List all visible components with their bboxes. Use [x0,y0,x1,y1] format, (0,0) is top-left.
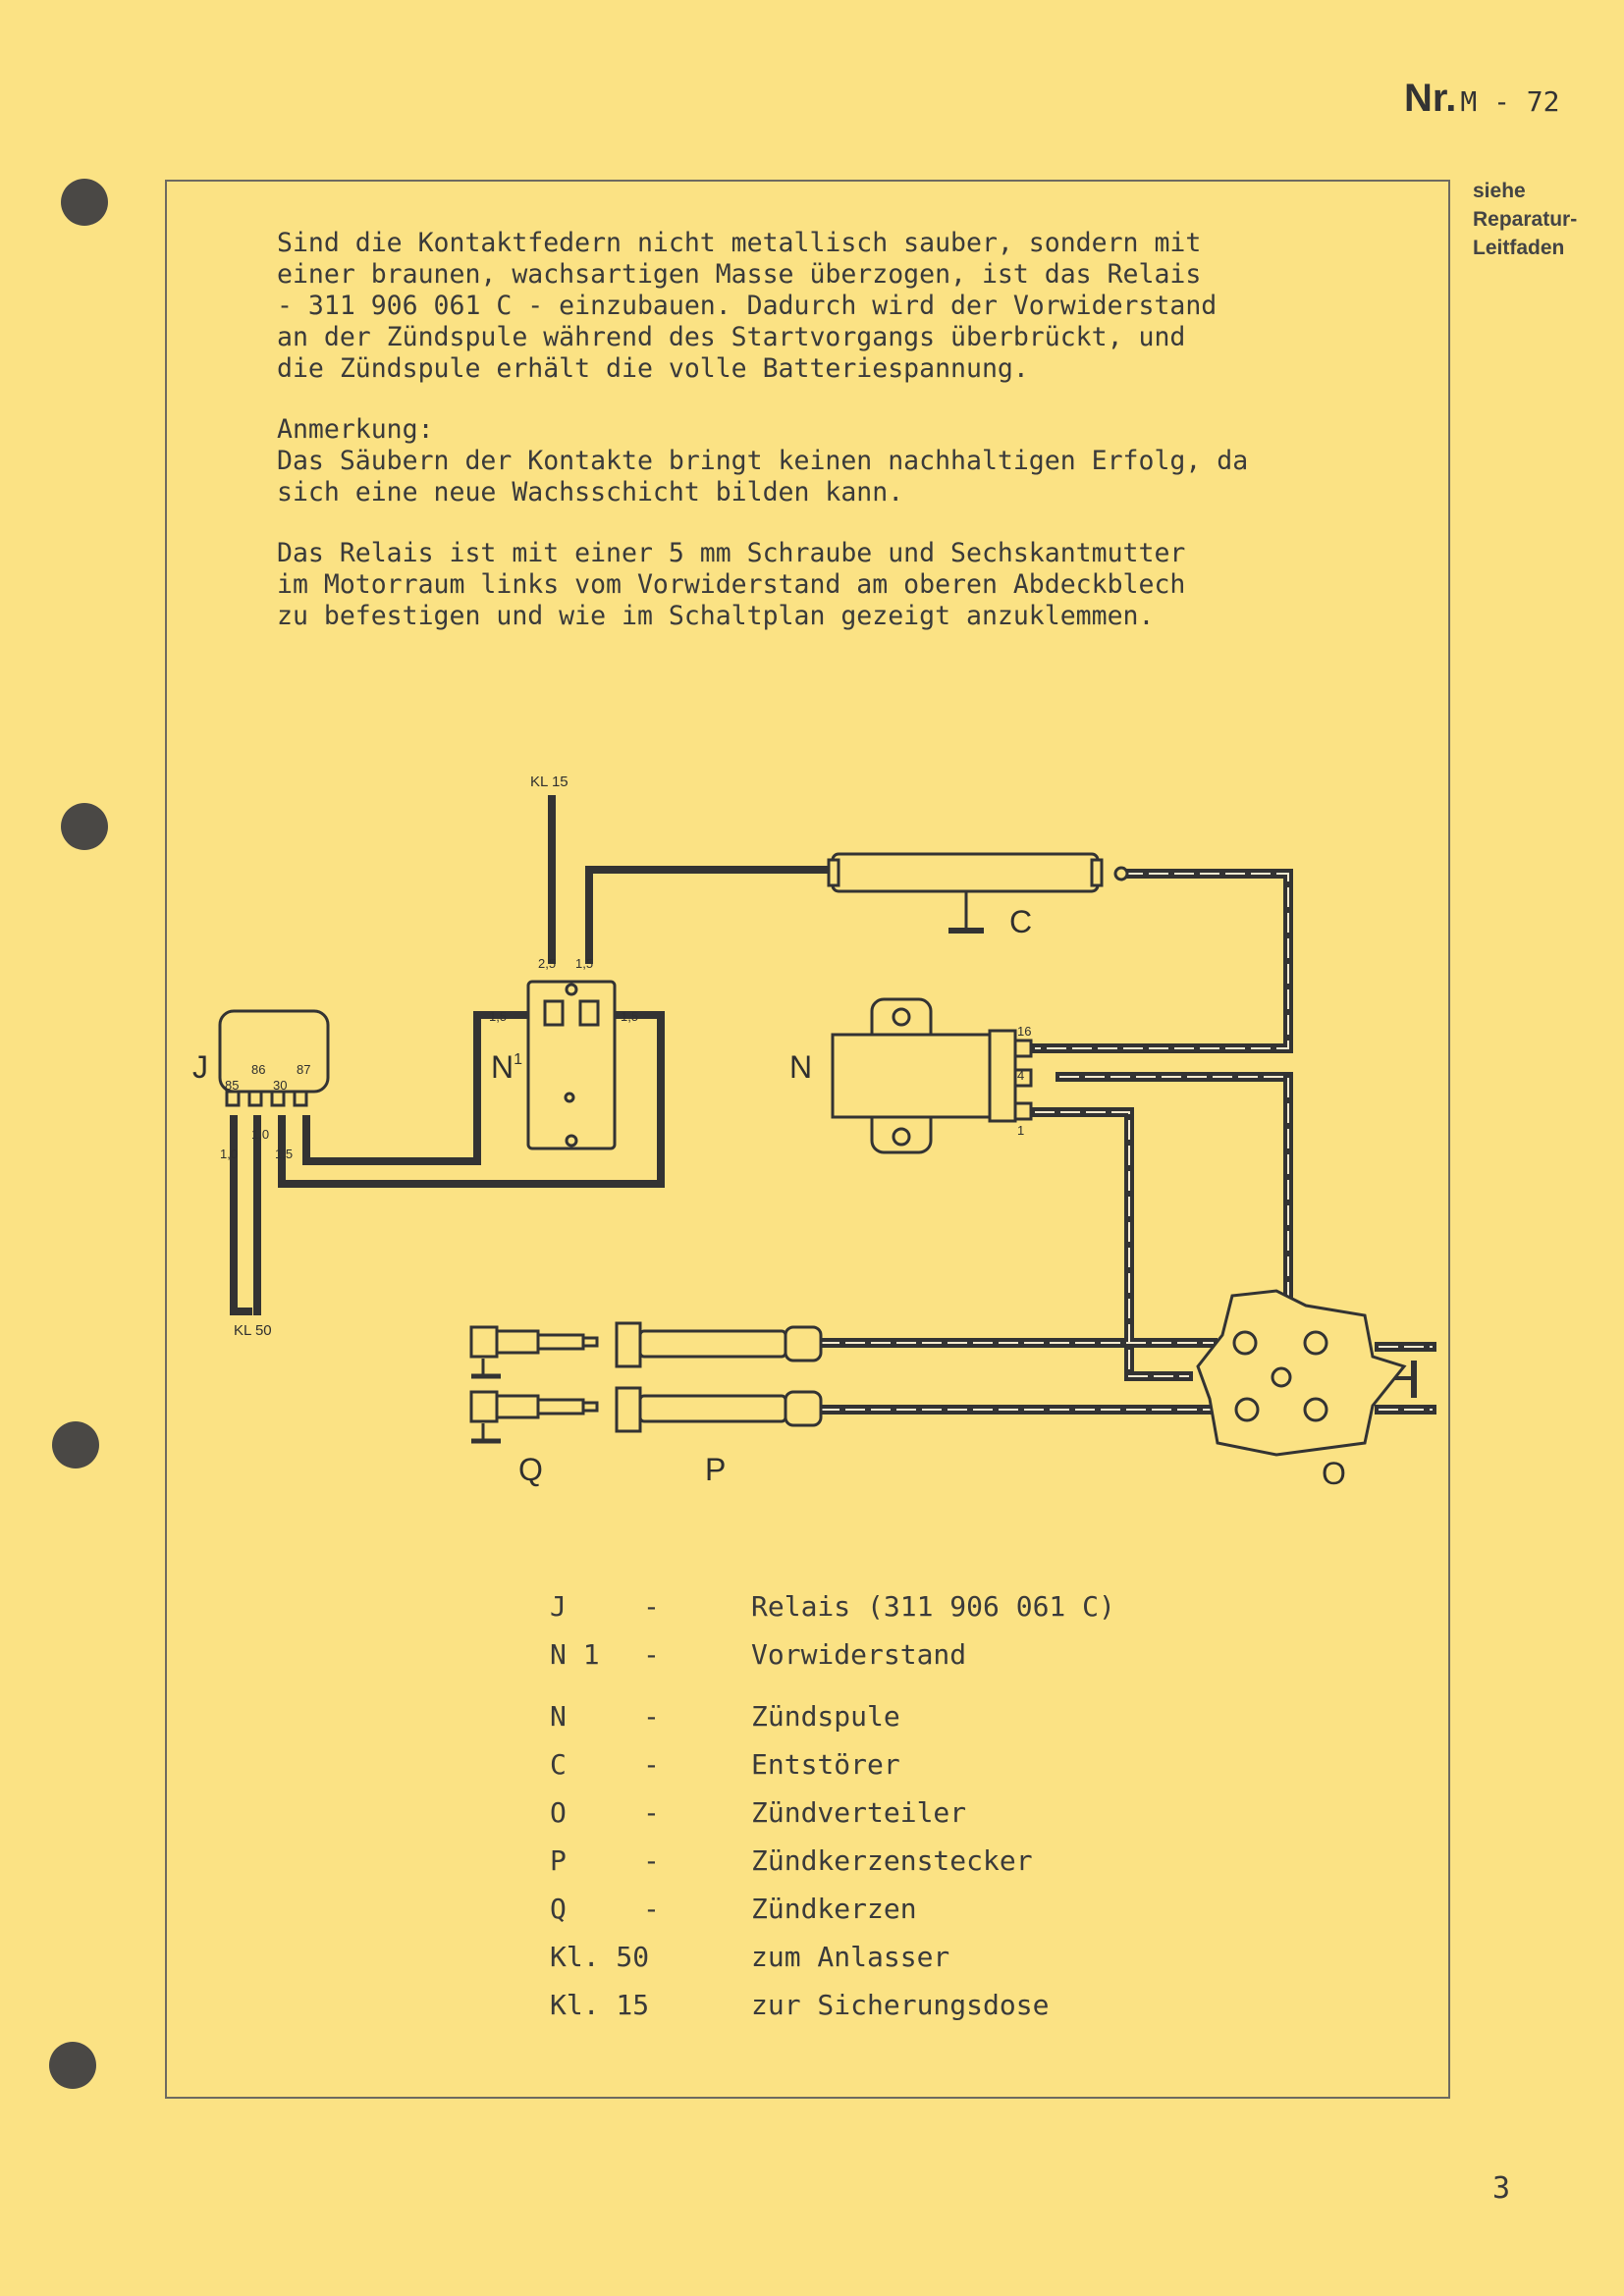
page-number: 3 [1492,2171,1511,2206]
wire-relay-feed [589,870,830,960]
text-line: im Motorraum links vom Vorwiderstand am oberen Abdeckblech [277,569,1186,600]
legend-value: Zündspule [751,1700,900,1733]
legend-key: Kl. 15 [550,1989,650,2021]
binder-hole-2 [61,803,108,850]
nr-label: Nr. [1404,77,1457,120]
plug-connectors-p [617,1323,821,1431]
gauge-1-0: 1,0 [220,1147,239,1161]
gauge-1-5: 1,5 [621,1009,639,1024]
wiring-diagram [177,756,1453,1502]
terminal-87: 87 [297,1062,311,1077]
resistor-n1 [528,982,615,1148]
binder-hole-3 [52,1421,99,1468]
paragraph-note [277,414,1406,508]
label-kl50: KL 50 [234,1322,272,1339]
terminal-86: 86 [251,1062,266,1077]
legend-row [550,1630,1115,1679]
legend-key: O [550,1796,567,1829]
legend-key: P [550,1844,567,1877]
paragraph-mounting [277,538,1406,632]
label-p: P [705,1452,727,1487]
paragraph-relay-install [277,228,1406,385]
legend-value: Zündkerzenstecker [751,1844,1033,1877]
legend-key: J [550,1590,567,1623]
legend-key: Q [550,1893,567,1925]
document-code: M - 72 [1460,85,1560,118]
text-line: einer braunen, wachsartigen Masse überzogen, ist das Relais [277,259,1202,290]
text-line: Anmerkung: [277,414,434,445]
text-line: zu befestigen und wie im Schaltplan gezeigt anzuklemmen. [277,601,1155,631]
legend-value: zum Anlasser [751,1941,950,1973]
distributor-o [1198,1291,1416,1455]
binder-hole-1 [61,179,108,226]
legend-key: N [550,1700,567,1733]
label-o: O [1322,1456,1346,1491]
legend-dash: - [643,1638,660,1671]
spark-plugs-q [471,1327,597,1441]
text-line: Das Säubern der Kontakte bringt keinen nachhaltigen Erfolg, da [277,446,1249,476]
binder-hole-4 [49,2042,96,2089]
side-note [1473,177,1600,262]
legend [550,1582,1115,2029]
gauge-1-5: 1,5 [575,956,594,971]
coil-terminal-16: 16 [1017,1024,1032,1039]
legend-row [550,1981,1115,2029]
terminal-30: 30 [273,1078,288,1093]
text-line: sich eine neue Wachsschicht bilden kann. [277,477,904,507]
legend-row [550,1582,1115,1630]
text-line: Sind die Kontaktfedern nicht metallisch sauber, sondern mit [277,228,1202,258]
legend-row [550,1837,1115,1885]
legend-value: zur Sicherungsdose [751,1989,1050,2021]
coil-terminal-1: 1 [1017,1123,1025,1138]
label-j: J [192,1049,208,1085]
legend-value: Vorwiderstand [751,1638,967,1671]
body-text [277,228,1406,662]
legend-row [550,1692,1115,1740]
legend-dash: - [643,1590,660,1623]
legend-dash: - [643,1893,660,1925]
side-note-line: Leitfaden [1473,237,1565,259]
legend-dash: - [643,1844,660,1877]
text-line: Das Relais ist mit einer 5 mm Schraube und Sechskantmutter [277,538,1186,568]
text-line: - 311 906 061 C - einzubauen. Dadurch wird der Vorwiderstand [277,291,1218,321]
legend-row [550,1789,1115,1837]
label-c: C [1009,904,1033,939]
label-kl15: KL 15 [530,774,568,790]
side-note-line: Reparatur- [1473,208,1578,231]
wire-relay-to-n1 [306,1015,530,1161]
label-q: Q [518,1452,543,1487]
gauge-1-5: 1,5 [489,1009,508,1024]
legend-dash: - [643,1796,660,1829]
legend-value: Zündkerzen [751,1893,917,1925]
legend-key: Kl. 50 [550,1941,650,1973]
legend-key: N 1 [550,1638,600,1671]
ignition-coil-n [833,999,1031,1152]
suppressor-c [829,854,1127,931]
coil-terminal-4: 4 [1017,1068,1025,1083]
legend-row [550,1933,1115,1981]
label-n: N [789,1049,813,1085]
side-note-line: siehe [1473,180,1526,202]
text-line: die Zündspule erhält die volle Batteriespannung. [277,353,1029,384]
gauge-1-0: 1,0 [251,1127,270,1142]
legend-value: Entstörer [751,1748,900,1781]
legend-value: Zündverteiler [751,1796,967,1829]
text-line: an der Zündspule während des Startvorgangs überbrückt, und [277,322,1186,352]
gauge-1-5: 1,5 [275,1147,294,1161]
terminal-85: 85 [225,1078,240,1093]
legend-key: C [550,1748,567,1781]
legend-row [550,1740,1115,1789]
legend-value: Relais (311 906 061 C) [751,1590,1115,1623]
document-number [1404,77,1560,121]
legend-dash: - [643,1748,660,1781]
gauge-2-5: 2,5 [538,956,557,971]
legend-row [550,1885,1115,1933]
legend-dash: - [643,1700,660,1733]
label-n1: $N^1$ [491,1049,523,1085]
legend-gap [550,1679,1115,1692]
